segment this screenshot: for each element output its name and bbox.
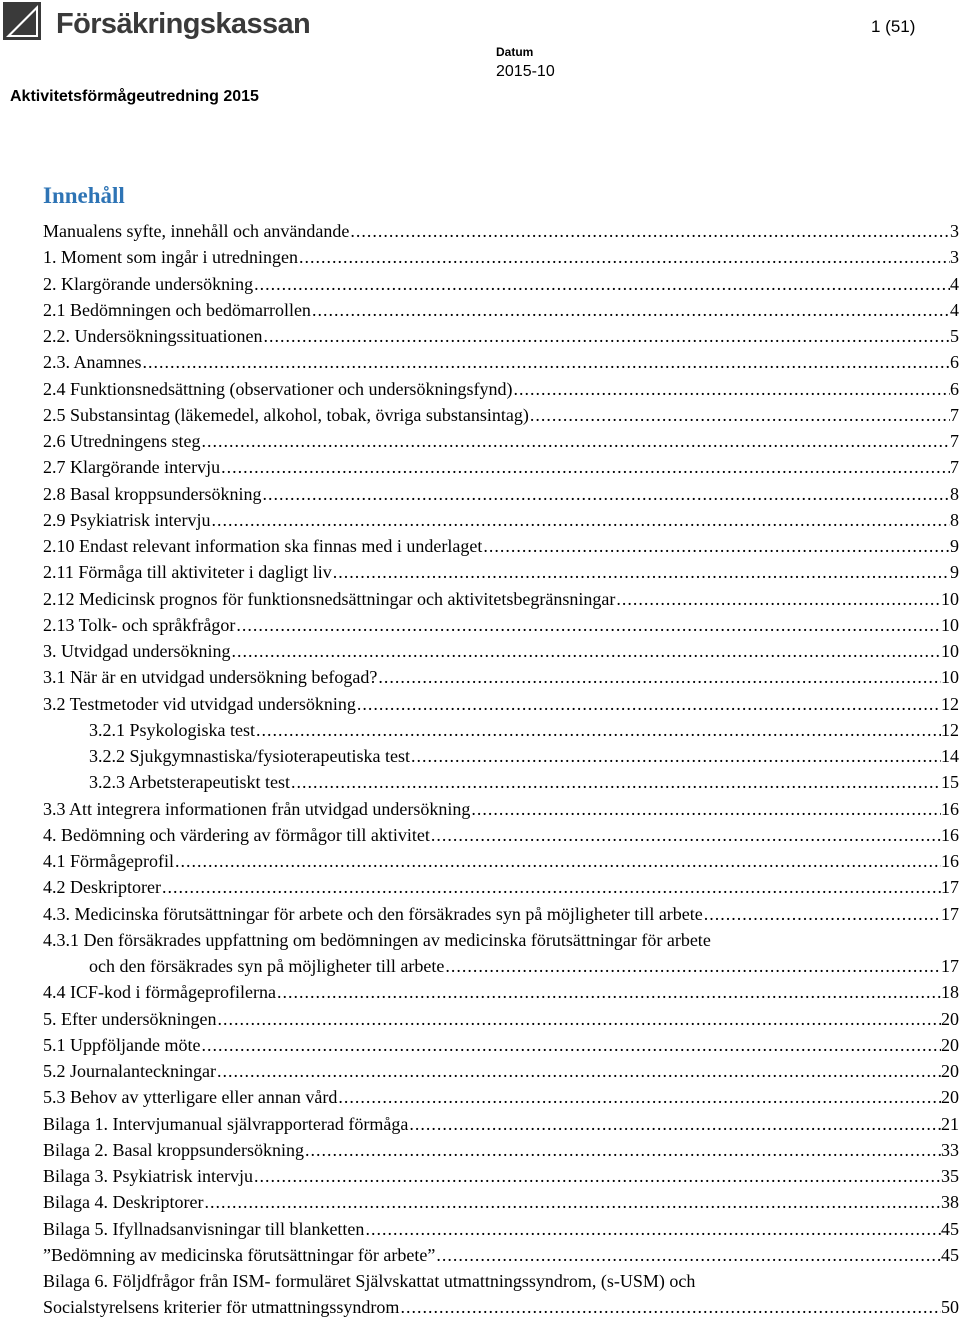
toc-dot-leader <box>261 481 950 507</box>
toc-page-number: 17 <box>941 956 959 976</box>
toc-entry-title: Bilaga 2. Basal kroppsundersökning <box>43 1139 304 1160</box>
toc-entry-title-continued: och den försäkrades syn på möjligheter till arbete <box>89 956 445 976</box>
toc-dot-leader <box>216 1006 941 1032</box>
toc-dot-leader <box>255 717 941 743</box>
toc-dot-leader <box>529 402 950 428</box>
toc-dot-leader <box>276 979 941 1005</box>
toc-entry-title: 2.7 Klargörande intervju <box>43 457 221 478</box>
toc-entry-4-2[interactable] <box>43 874 959 900</box>
toc-dot-leader <box>262 323 950 349</box>
toc-entry-title: 3.2.1 Psykologiska test <box>89 719 256 740</box>
toc-dot-leader <box>410 743 941 769</box>
toc-entry-title-continued: Socialstyrelsens kriterier för utmattningssyndrom <box>43 1297 400 1318</box>
toc-entry-title: 2.3. Anamnes <box>43 352 142 373</box>
toc-page-number: 21 <box>941 1113 959 1134</box>
toc-entry-5-1[interactable] <box>43 1032 959 1058</box>
toc-entry-bilaga-3[interactable] <box>43 1163 959 1189</box>
toc-entry-title: 4. Bedömning och värdering av förmågor till aktivitet <box>43 824 430 845</box>
toc-page-number: 4 <box>950 299 959 320</box>
toc-page-number: 12 <box>941 693 959 714</box>
toc-page-number: 3 <box>950 221 959 241</box>
toc-entry-title: Bilaga 3. Psykiatrisk intervju <box>43 1166 253 1186</box>
toc-entry-title: 2.8 Basal kroppsundersökning <box>43 483 262 504</box>
toc-entry-title: 2.4 Funktionsnedsättning (observationer och undersökningsfynd) <box>43 378 513 399</box>
toc-entry-3-1[interactable] <box>43 664 959 690</box>
document-title: Aktivitetsförmågeutredning 2015 <box>10 88 259 105</box>
toc-entry-title: 2.9 Psykiatrisk intervju <box>43 509 211 530</box>
toc-page-number: 15 <box>941 772 959 793</box>
toc-page-number: 20 <box>941 1061 959 1081</box>
toc-page-number: 7 <box>950 404 959 425</box>
toc-dot-leader <box>200 428 950 454</box>
toc-dot-leader <box>337 1084 941 1110</box>
toc-page-number: 7 <box>950 431 959 451</box>
toc-dot-leader <box>356 691 941 717</box>
date-label: Datum <box>496 45 534 59</box>
toc-entry-title: 2.10 Endast relevant information ska finnas med i underlaget <box>43 536 483 556</box>
toc-entry-title: Bilaga 4. Deskriptorer <box>43 1192 204 1213</box>
toc-entry-title: 3.2.3 Arbetsterapeutiskt test <box>89 772 290 793</box>
toc-entry-4-3-1-cont[interactable] <box>43 953 959 979</box>
toc-page-number: 45 <box>941 1218 959 1239</box>
toc-dot-leader <box>253 271 950 297</box>
toc-page-number: 20 <box>941 1008 959 1029</box>
toc-entry-title: 2. Klargörande undersökning <box>43 273 254 294</box>
toc-page-number: 45 <box>941 1244 959 1265</box>
toc-entry-title: 2.5 Substansintag (läkemedel, alkohol, tobak, övriga substansintag) <box>43 404 529 425</box>
toc-entry-5-3[interactable] <box>43 1084 959 1110</box>
toc-page-number: 17 <box>941 877 959 898</box>
toc-page-number: 8 <box>950 483 959 504</box>
toc-page-number: 10 <box>941 614 959 635</box>
toc-page-number: 38 <box>941 1192 959 1213</box>
page-indicator: 1 (51) <box>871 17 916 36</box>
toc-entry-3-3[interactable] <box>43 796 959 822</box>
toc-dot-leader <box>470 796 941 822</box>
toc-dot-leader <box>211 507 951 533</box>
toc-page-number: 3 <box>950 247 959 268</box>
toc-entry-2[interactable] <box>43 271 959 297</box>
toc-entry-title: Bilaga 6. Följdfrågor från ISM- formuläret Självskattat utmattningssyndrom, (s-USM) och <box>43 1271 696 1291</box>
toc-page-number: 33 <box>941 1139 959 1160</box>
toc-dot-leader <box>364 1216 941 1242</box>
toc-dot-leader <box>253 1163 941 1189</box>
toc-dot-leader <box>430 822 941 848</box>
toc-page-number: 10 <box>941 641 959 661</box>
toc-page-number: 17 <box>941 903 959 924</box>
toc-entry-2-1[interactable] <box>43 297 959 323</box>
toc-entry-title: 2.11 Förmåga till aktiviteter i dagligt liv <box>43 562 332 583</box>
toc-entry-2-5[interactable] <box>43 402 959 428</box>
toc-entry-title: Manualens syfte, innehåll och användande <box>43 221 350 241</box>
toc-entry-5[interactable] <box>43 1006 959 1032</box>
toc-entry-2-12[interactable] <box>43 586 959 612</box>
toc-heading: Innehåll <box>43 183 125 208</box>
toc-page-number: 16 <box>941 798 959 819</box>
toc-entry-title: 2.2. Undersökningssituationen <box>43 326 263 346</box>
toc-entry-2-9[interactable] <box>43 507 959 533</box>
toc-entry-title: 5.2 Journalanteckningar <box>43 1061 216 1081</box>
toc-entry-title: 2.12 Medicinsk prognos för funktionsnedsättningar och aktivitetsbegränsningar <box>43 588 616 609</box>
toc-page-number: 14 <box>941 746 959 766</box>
toc-entry-bilaga-6-cont[interactable] <box>43 1294 959 1320</box>
toc-entry-3[interactable] <box>43 638 959 664</box>
toc-page-number: 4 <box>950 273 959 294</box>
toc-entry-2-7[interactable] <box>43 454 959 480</box>
toc-dot-leader <box>298 244 950 270</box>
toc-dot-leader <box>332 559 950 585</box>
toc-page-number: 9 <box>950 536 959 556</box>
toc-entry-title: 5. Efter undersökningen <box>43 1008 217 1029</box>
toc-entry-2-4[interactable] <box>43 376 959 402</box>
toc-page-number: 35 <box>941 1166 959 1186</box>
toc-dot-leader <box>435 1242 941 1268</box>
logo-mark-icon <box>3 2 41 40</box>
toc-entry-4-3-1[interactable] <box>43 927 959 953</box>
toc-entry-title: 2.13 Tolk- och språkfrågor <box>43 614 236 635</box>
toc-page-number: 10 <box>941 588 959 609</box>
toc-entry-title: 4.3.1 Den försäkrades uppfattning om bedömningen av medicinska förutsättningar för arbete <box>43 929 711 950</box>
toc-entry-bilaga-5-form[interactable] <box>43 1242 959 1268</box>
toc-dot-leader <box>200 1032 941 1058</box>
toc-dot-leader <box>311 297 950 323</box>
toc-entry-bilaga-1[interactable] <box>43 1111 959 1137</box>
toc-entry-4-1[interactable] <box>43 848 959 874</box>
toc-entry-title: 4.1 Förmågeprofil <box>43 851 174 871</box>
toc-entry-title: ”Bedömning av medicinska förutsättningar för arbete” <box>43 1244 436 1265</box>
toc-entry-title: 4.2 Deskriptorer <box>43 877 161 898</box>
toc-dot-leader <box>161 874 941 900</box>
toc-page-number: 18 <box>941 982 959 1003</box>
toc-page-number: 10 <box>941 667 959 688</box>
toc-page-number: 6 <box>950 378 959 399</box>
toc-dot-leader <box>444 953 941 979</box>
toc-entry-3-2[interactable] <box>43 691 959 717</box>
toc-entry-2-8[interactable] <box>43 481 959 507</box>
logo-text: Försäkringskassan <box>56 8 311 40</box>
toc-dot-leader <box>220 454 950 480</box>
toc-dot-leader <box>142 349 951 375</box>
toc-page-number: 16 <box>941 824 959 845</box>
toc-entry-title: 5.1 Uppföljande möte <box>43 1034 201 1055</box>
toc-dot-leader <box>377 664 941 690</box>
toc-dot-leader <box>408 1111 941 1137</box>
toc-entry-title: 2.1 Bedömningen och bedömarrollen <box>43 299 311 320</box>
toc-dot-leader <box>203 1189 941 1215</box>
toc-entry-title: 2.6 Utredningens steg <box>43 431 201 451</box>
toc-page-number: 12 <box>941 719 959 740</box>
toc-dot-leader <box>304 1137 941 1163</box>
table-of-contents <box>43 218 959 1321</box>
toc-page-number: 16 <box>941 851 959 871</box>
toc-entry-title: 3.2 Testmetoder vid utvidgad undersökning <box>43 693 356 714</box>
toc-entry-title: Bilaga 5. Ifyllnadsanvisningar till blanketten <box>43 1218 365 1239</box>
toc-entry-2-2[interactable] <box>43 323 959 349</box>
toc-entry-manualens-syfte[interactable] <box>43 218 959 244</box>
toc-entry-title: 3.2.2 Sjukgymnastiska/fysioterapeutiska test <box>89 746 410 766</box>
toc-dot-leader <box>615 586 941 612</box>
toc-entry-3-2-1[interactable] <box>43 717 959 743</box>
toc-entry-bilaga-2[interactable] <box>43 1137 959 1163</box>
toc-page-number: 5 <box>950 326 959 346</box>
date-value: 2015-10 <box>496 63 555 80</box>
toc-page-number: 8 <box>950 509 959 530</box>
toc-entry-2-10[interactable] <box>43 533 959 559</box>
toc-dot-leader <box>216 1058 941 1084</box>
toc-entry-2-3[interactable] <box>43 349 959 375</box>
toc-entry-title: 4.3. Medicinska förutsättningar för arbete och den försäkrades syn på möjligheter till arbete <box>43 903 703 924</box>
toc-dot-leader <box>399 1294 941 1320</box>
toc-page-number: 20 <box>941 1087 959 1108</box>
toc-dot-leader <box>230 638 941 664</box>
toc-entry-title: Bilaga 1. Intervjumanual självrapporterad förmåga <box>43 1113 409 1134</box>
toc-page-number: 7 <box>950 457 959 478</box>
toc-entry-1[interactable] <box>43 244 959 270</box>
toc-entry-4-3[interactable] <box>43 901 959 927</box>
toc-entry-2-6[interactable] <box>43 428 959 454</box>
toc-dot-leader <box>174 848 941 874</box>
toc-entry-title: 3.1 När är en utvidgad undersökning befogad? <box>43 667 378 688</box>
toc-page-number: 50 <box>941 1297 959 1318</box>
toc-dot-leader <box>482 533 950 559</box>
toc-page-number: 20 <box>941 1034 959 1055</box>
toc-entry-4-4[interactable] <box>43 979 959 1005</box>
toc-entry-title: 3.3 Att integrera informationen från utvidgad undersökning <box>43 798 471 819</box>
toc-dot-leader <box>703 901 941 927</box>
toc-dot-leader <box>235 612 941 638</box>
toc-dot-leader <box>512 376 950 402</box>
toc-entry-bilaga-5[interactable] <box>43 1216 959 1242</box>
toc-entry-3-2-2[interactable] <box>43 743 959 769</box>
toc-entry-bilaga-6[interactable] <box>43 1268 959 1294</box>
toc-page-number: 9 <box>950 562 959 583</box>
toc-entry-5-2[interactable] <box>43 1058 959 1084</box>
toc-entry-title: 4.4 ICF-kod i förmågeprofilerna <box>43 982 276 1003</box>
toc-entry-2-11[interactable] <box>43 559 959 585</box>
toc-entry-2-13[interactable] <box>43 612 959 638</box>
toc-entry-bilaga-4[interactable] <box>43 1189 959 1215</box>
toc-dot-leader <box>290 769 941 795</box>
toc-entry-title: 5.3 Behov av ytterligare eller annan vård <box>43 1087 338 1108</box>
toc-page-number: 6 <box>950 352 959 373</box>
toc-entry-title: 1. Moment som ingår i utredningen <box>43 247 298 268</box>
toc-entry-3-2-3[interactable] <box>43 769 959 795</box>
toc-dot-leader <box>349 218 950 244</box>
toc-entry-4[interactable] <box>43 822 959 848</box>
toc-entry-title: 3. Utvidgad undersökning <box>43 641 231 661</box>
